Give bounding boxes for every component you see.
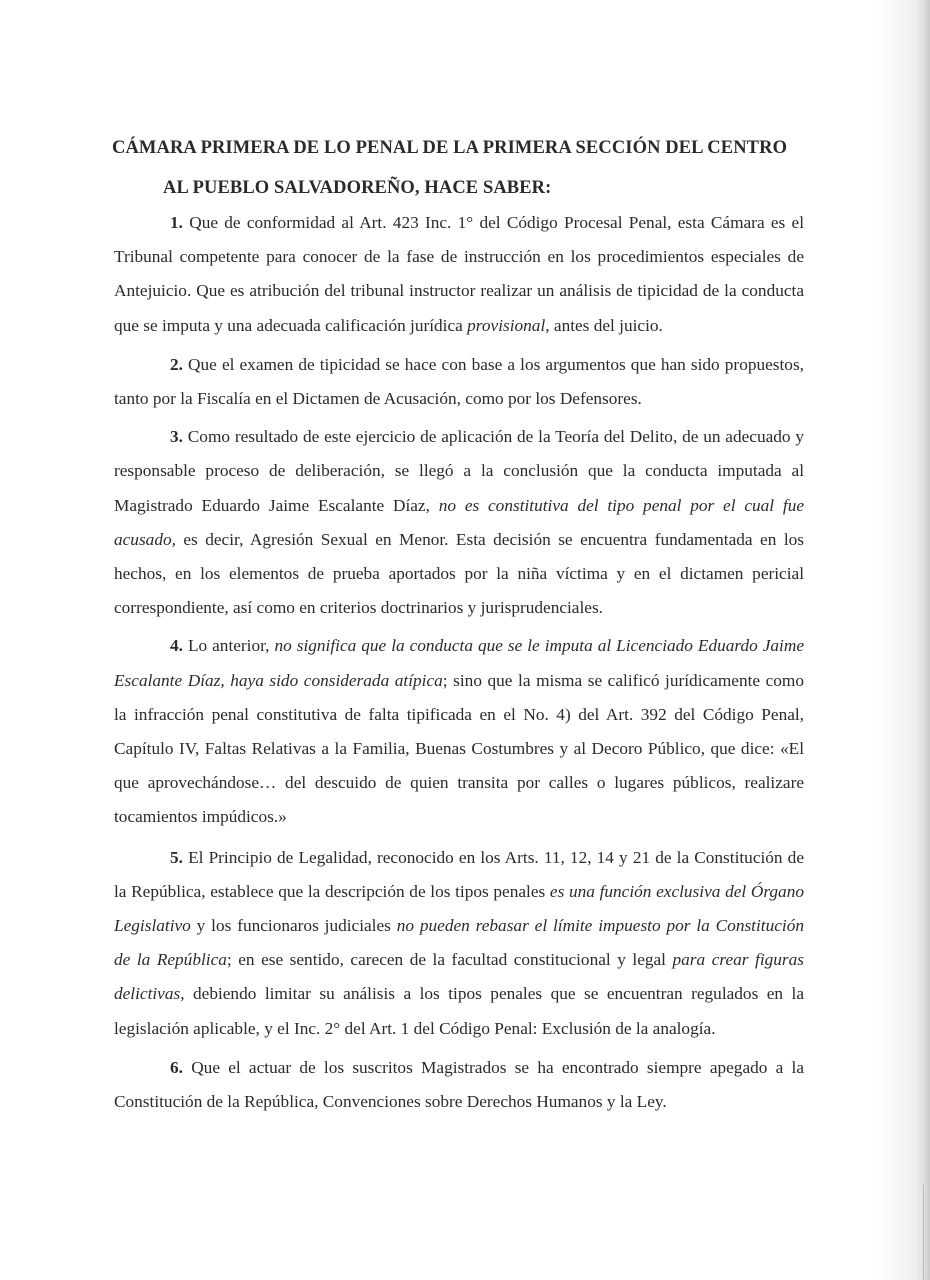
italic-text: no es constitutiva del tipo penal por el cual fue acusado,	[114, 495, 805, 549]
italic-text: para crear figuras delictivas,	[114, 950, 804, 1004]
paragraph-5	[114, 841, 804, 1046]
paragraph-text: Como resultado de este ejercicio de aplicación de la Teoría del Delito, de un adecuado y responsable proceso de deliberación, se llegó a la conclusión que la conducta imputada al Magistrado Eduardo Jaime Escalante Díaz,	[114, 427, 804, 515]
paragraph-2	[114, 348, 804, 416]
paragraph-number: 4.	[170, 636, 183, 656]
paragraph-number: 3.	[170, 427, 183, 447]
paragraph-number: 6.	[170, 1057, 183, 1077]
document-body	[114, 206, 804, 1119]
document-title: CÁMARA PRIMERA DE LO PENAL DE LA PRIMERA SECCIÓN DEL CENTRO	[112, 138, 788, 158]
document-subtitle: AL PUEBLO SALVADOREÑO, HACE SABER:	[163, 178, 552, 198]
paragraph-number: 2.	[170, 354, 183, 374]
paragraph-text: El Principio de Legalidad, reconocido en los Arts. 11, 12, 14 y 21 de la Constitución de la República, establece que la descripción de los tipos penales	[114, 847, 804, 901]
italic-text: no pueden rebasar el límite impuesto por la Constitución de la República	[114, 916, 804, 970]
paragraph-number: 1.	[170, 213, 183, 232]
italic-text: no significa que la conducta que se le imputa al Licenciado Eduardo Jaime Escalante Díaz, haya sido considerada atípica	[114, 636, 804, 690]
italic-text: es una función exclusiva del Órgano Legislativo	[114, 881, 804, 936]
paragraph-text: Que el actuar de los suscritos Magistrados se ha encontrado siempre apegado a la Constitución de la República, Convenciones sobre Derechos Humanos y la Ley.	[114, 1057, 804, 1112]
italic-text: provisional,	[467, 315, 550, 335]
paragraph-text: debiendo limitar su análisis a los tipos penales que se encuentran regulados en la legislación aplicable, y el Inc. 2° del Art. 1 del Código Penal: Exclusión de la analogía.	[114, 984, 804, 1038]
paragraph-text: Que de conformidad al Art. 423 Inc. 1° del Código Procesal Penal, esta Cámara es el Tribunal competente para conocer de la fase de instrucción en los procedimientos especiales de Antejuicio. Que es atribución del tribunal instructor realizar un análisis de tipicidad de la conducta que se imputa y una adecuada calificación jurídica	[114, 213, 804, 335]
paragraph-text: y los funcionaros judiciales	[190, 916, 397, 936]
paragraph-number: 5.	[170, 847, 183, 867]
paragraph-3	[114, 420, 804, 625]
paragraph-text: es decir, Agresión Sexual en Menor. Esta decisión se encuentra fundamentada en los hechos, en los elementos de prueba aportados por la niña víctima y en el dictamen pericial correspondiente, así como en criterios doctrinarios y jurisprudenciales.	[114, 529, 804, 618]
page-edge-shadow	[916, 0, 930, 1280]
paragraph-text: Que el examen de tipicidad se hace con base a los argumentos que han sido propuestos, tanto por la Fiscalía en el Dictamen de Acusación, como por los Defensores.	[114, 354, 804, 409]
paragraph-text: ; sino que la misma se calificó jurídicamente como la infracción penal constitutiva de falta tipificada en el No. 4) del Art. 392 del Código Penal, Capítulo IV, Faltas Relativas a la Familia, Buenas Costumbres y al Decoro Público, que dice: «El que aprovechándose… del descuido de quien transita por calles o lugares públicos, realizare tocamientos impúdicos.»	[114, 670, 805, 827]
paragraph-1	[114, 206, 804, 343]
paragraph-4	[114, 629, 804, 834]
page-edge-line	[923, 1185, 924, 1280]
paragraph-text: ; en ese sentido, carecen de la facultad constitucional y legal	[226, 950, 673, 970]
paragraph-text: antes del juicio.	[549, 315, 663, 335]
paragraph-6	[114, 1051, 804, 1119]
paragraph-text: Lo anterior,	[182, 636, 275, 656]
